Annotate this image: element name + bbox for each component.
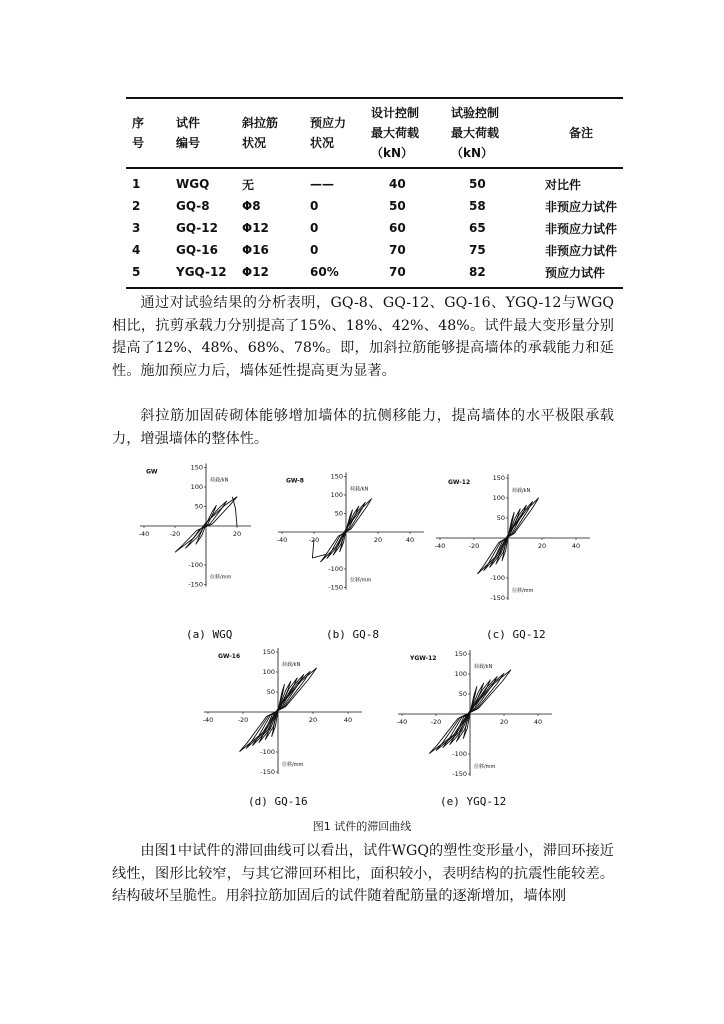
cell-test-load: 82 (469, 265, 486, 279)
cell-design-load: 70 (389, 243, 406, 257)
header-line: （kN） (451, 146, 494, 160)
cell-remarks: 预应力试件 (545, 265, 606, 280)
hysteresis-chart-gq16 (200, 648, 360, 793)
specimen-label: GW-16 (218, 653, 241, 660)
header-line: 最大荷载 (451, 126, 500, 140)
y-tick-label: 50 (496, 514, 505, 522)
x-tick-label: -20 (169, 530, 181, 538)
y-tick-label: 50 (458, 690, 467, 698)
figure-title: 图1 试件的滞回曲线 (312, 820, 412, 833)
cell-rebar: Φ16 (242, 243, 269, 257)
header-line: 试件 (176, 116, 201, 130)
failure-curve (232, 497, 237, 526)
load-axis-label: 荷载/kN (474, 664, 493, 670)
cell-specimen-id: GQ-16 (176, 243, 218, 257)
paragraph-lateral: 斜拉筋加固砖砌体能够增加墙体的抗侧移能力，提高墙体的水平极限承载力，增强墙体的整体性。 (112, 408, 614, 447)
displacement-axis-label: 位移/mm (474, 764, 496, 770)
y-tick-label: -150 (188, 580, 203, 589)
paragraph-analysis: 由图1中试件的滞回曲线可以看出，试件WGQ的塑性变形量小，滞回环接近线性，图形比较窄，与其它滞回环相比，面积较小，表明结构的抗震性能较差。结构破坏呈脆性。用斜拉筋加固后的试件随着配筋量的逐渐增加，墙体刚 (112, 843, 614, 905)
x-tick-label: 20 (232, 530, 242, 538)
displacement-axis-label: 位移/mm (512, 588, 534, 594)
y-tick-label: 50 (194, 502, 203, 511)
caption-gq16: (d) GQ-16 (248, 795, 308, 808)
load-axis-label: 荷载/kN (350, 486, 369, 493)
caption-gq12: (c) GQ-12 (486, 628, 546, 641)
x-tick-label: -40 (276, 536, 288, 544)
header-design-load (365, 98, 445, 168)
displacement-axis-label: 位移/mm (350, 577, 372, 584)
header-line: 号 (132, 136, 145, 150)
header-line: 状况 (310, 136, 335, 150)
cell-prestress: 60% (310, 265, 339, 279)
header-remarks (539, 98, 623, 168)
x-tick-label: -20 (430, 718, 442, 726)
header-line: 预应力 (310, 116, 347, 130)
table-row (126, 168, 623, 195)
y-tick-label: -100 (328, 565, 343, 573)
cell-test-load: 50 (469, 177, 486, 191)
load-axis-label: 荷载/kN (210, 477, 229, 484)
y-tick-label: -100 (188, 561, 203, 569)
cell-seq: 5 (132, 265, 141, 279)
y-tick-label: 50 (334, 509, 343, 518)
y-tick-label: -150 (452, 770, 467, 778)
cell-prestress: 0 (310, 221, 319, 235)
hysteresis-chart-gq12 (434, 464, 598, 609)
header-line: 试验控制 (451, 106, 500, 120)
x-tick-label: 40 (405, 536, 415, 544)
header-prestress (304, 98, 365, 168)
x-tick-label: 20 (499, 718, 509, 726)
x-tick-label: -20 (237, 716, 249, 724)
cell-design-load: 40 (389, 177, 406, 191)
load-axis-label: 荷载/kN (282, 662, 301, 668)
y-tick-label: 150 (454, 650, 467, 658)
cell-remarks: 非预应力试件 (545, 199, 618, 214)
y-tick-label: 100 (454, 670, 467, 678)
cell-specimen-id: YGQ-12 (176, 265, 227, 279)
x-tick-label: -40 (434, 542, 446, 550)
cell-prestress: —— (310, 177, 334, 191)
x-tick-label: 40 (343, 716, 353, 724)
x-tick-label: 20 (537, 542, 547, 550)
specimen-label: GW-12 (448, 479, 471, 486)
cell-test-load: 58 (469, 199, 486, 213)
specimen-label: GW-8 (286, 477, 304, 485)
cell-rebar: Φ8 (242, 199, 261, 213)
y-tick-label: -150 (328, 583, 343, 592)
cell-rebar: 无 (242, 177, 255, 192)
cell-remarks: 对比件 (545, 177, 582, 192)
y-tick-label: 150 (190, 463, 203, 472)
y-tick-label: -100 (452, 750, 467, 758)
displacement-axis-label: 位移/mm (282, 762, 304, 768)
cell-specimen-id: GQ-8 (176, 199, 210, 213)
x-tick-label: 20 (308, 716, 318, 724)
header-line: 设计控制 (371, 106, 420, 120)
cell-seq: 4 (132, 243, 141, 257)
header-line: （kN） (371, 146, 414, 160)
header-line: 状况 (242, 136, 267, 150)
y-tick-label: -100 (260, 748, 275, 756)
cell-design-load: 70 (389, 265, 406, 279)
caption-ygq12: (e) YGQ-12 (440, 795, 507, 808)
x-tick-label: 40 (533, 718, 543, 726)
y-tick-label: 100 (492, 494, 505, 502)
specimen-table (126, 97, 623, 289)
cell-seq: 2 (132, 199, 141, 213)
table-row (126, 217, 623, 239)
x-tick-label: -20 (468, 542, 480, 550)
y-tick-label: 100 (190, 483, 203, 491)
cell-rebar: Φ12 (242, 265, 269, 279)
y-tick-label: -150 (260, 768, 275, 776)
hysteresis-chart-gq8 (276, 464, 430, 604)
caption-gq8: (b) GQ-8 (326, 628, 379, 641)
y-tick-label: 50 (266, 688, 275, 696)
caption-wgq: (a) WGQ (186, 628, 233, 641)
table-row (126, 239, 623, 261)
x-tick-label: -40 (202, 716, 214, 724)
y-tick-label: 100 (330, 491, 343, 499)
paragraph-results: 通过对试验结果的分析表明，GQ-8、GQ-12、GQ-16、YGQ-12与WGQ相比，抗剪承载力分别提高了15%、18%、42%、48%。试件最大变形量分别提高了12%、48%、68%、78%。即，加斜拉筋能够提高墙体的承载能力和延性。施加预应力后，墙体延性提高更为显著。 (112, 295, 614, 379)
header-line: 序 (132, 116, 145, 130)
specimen-label: YGW-12 (410, 655, 437, 662)
y-tick-label: 150 (492, 474, 505, 482)
header-line: 最大荷载 (371, 126, 420, 140)
header-seq (126, 98, 170, 168)
y-tick-label: 150 (330, 472, 343, 481)
cell-specimen-id: GQ-12 (176, 221, 218, 235)
x-tick-label: -40 (396, 718, 408, 726)
cell-design-load: 50 (389, 199, 406, 213)
x-tick-label: -40 (138, 530, 150, 538)
cell-remarks: 非预应力试件 (545, 221, 618, 236)
y-tick-label: -150 (490, 594, 505, 602)
cell-prestress: 0 (310, 243, 319, 257)
cell-seq: 3 (132, 221, 141, 235)
table-row (126, 261, 623, 288)
cell-test-load: 75 (469, 243, 486, 257)
cell-specimen-id: WGQ (176, 177, 210, 191)
cell-rebar: Φ12 (242, 221, 269, 235)
header-line: 斜拉筋 (242, 116, 279, 130)
y-tick-label: 150 (262, 648, 275, 656)
hysteresis-chart-wgq (120, 464, 260, 604)
hysteresis-chart-ygq12 (390, 648, 555, 793)
table-header-row (126, 98, 623, 168)
table-row (126, 195, 623, 217)
header-diagonal-rebar (236, 98, 304, 168)
cell-seq: 1 (132, 177, 141, 191)
cell-test-load: 65 (469, 221, 486, 235)
specimen-label: GW (146, 468, 158, 476)
cell-prestress: 0 (310, 199, 319, 213)
load-axis-label: 荷载/kN (512, 488, 531, 494)
header-test-load (445, 98, 539, 168)
x-tick-label: -20 (308, 536, 320, 544)
displacement-axis-label: 位移/mm (210, 574, 232, 581)
cell-remarks: 非预应力试件 (545, 243, 618, 258)
header-line: 备注 (569, 126, 594, 140)
x-tick-label: 20 (373, 536, 383, 544)
y-tick-label: 100 (262, 668, 275, 676)
cell-design-load: 60 (389, 221, 406, 235)
header-specimen-id (170, 98, 236, 168)
header-line: 编号 (176, 136, 201, 150)
x-tick-label: 40 (571, 542, 581, 550)
y-tick-label: -100 (490, 574, 505, 582)
